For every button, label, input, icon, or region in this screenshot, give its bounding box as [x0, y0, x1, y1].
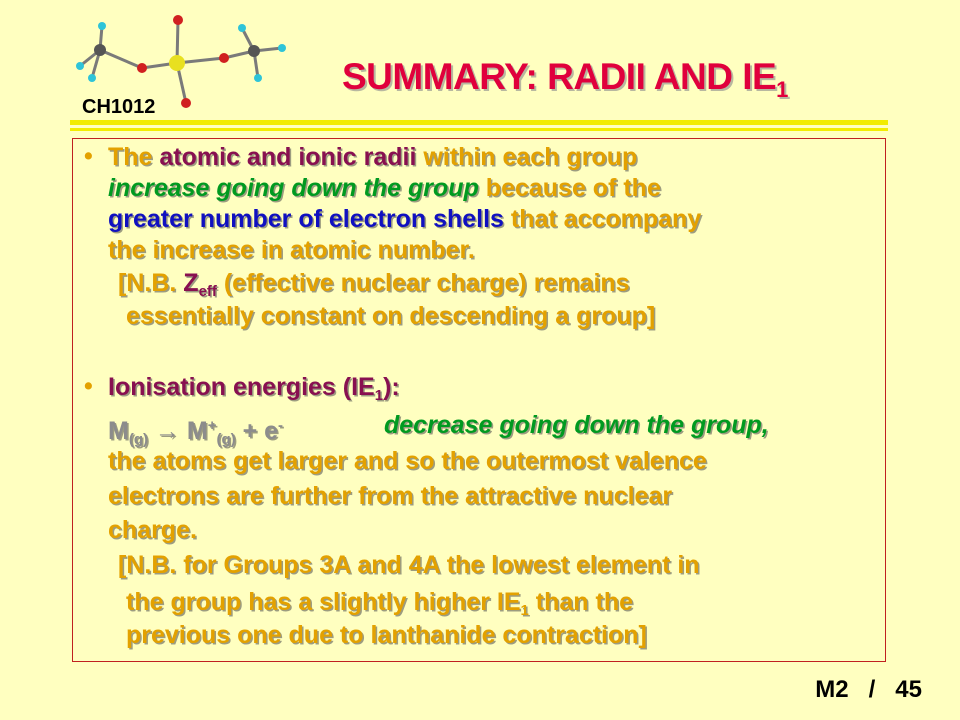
- bullet-2-trend: decrease going down the group,: [384, 411, 769, 439]
- text-segment: → M: [147, 417, 208, 445]
- text-segment-emphasis: greater number of electron shells: [108, 205, 504, 233]
- text-segment: because of the: [478, 174, 661, 202]
- text-segment: The: [108, 143, 160, 171]
- text-segment: M: [108, 417, 129, 445]
- text-segment: Ionisation energies (IE: [108, 373, 375, 401]
- phase-subscript: (g): [128, 431, 148, 448]
- slide-title: [342, 56, 788, 103]
- bullet-2-line-5: charge.: [108, 516, 197, 544]
- phase-subscript: (g): [216, 431, 236, 448]
- text-segment: + e: [235, 417, 279, 445]
- title-text: SUMMARY: RADII AND IE: [342, 56, 777, 97]
- text-segment: than the: [528, 588, 634, 616]
- course-code: CH1012: [82, 96, 156, 118]
- bullet-1-line-4: the increase in atomic number.: [108, 236, 475, 264]
- text-segment: within each group: [416, 143, 638, 171]
- zeff-subscript: eff: [198, 283, 217, 300]
- bullet-2-heading: [108, 372, 400, 411]
- zeff-symbol: Z: [183, 269, 199, 297]
- bullet-1-line-3: [108, 204, 701, 235]
- bullet-2-note-line-3: previous one due to lanthanide contraction]: [126, 621, 647, 649]
- text-segment: (effective nuclear charge) remains: [216, 269, 630, 297]
- bullet-1-line-1: [108, 142, 637, 173]
- ie-subscript: 1: [520, 602, 529, 619]
- charge-superscript: +: [207, 417, 217, 434]
- slide-number: M2 / 45: [815, 676, 922, 703]
- bullet-1-note-line-2: essentially constant on descending a group]: [126, 302, 656, 330]
- text-segment: ):: [383, 373, 400, 401]
- title-rule-top: [70, 120, 888, 125]
- ie-subscript: 1: [374, 387, 384, 404]
- bullet-1-marker: •: [84, 142, 93, 170]
- charge-superscript: -: [278, 417, 284, 434]
- text-segment-emphasis: increase going down the group: [108, 174, 479, 202]
- bullet-2-note-line-1: [N.B. for Groups 3A and 4A the lowest element in: [118, 551, 700, 579]
- text-segment-emphasis: atomic and ionic radii: [159, 143, 417, 171]
- text-segment: [N.B.: [118, 269, 184, 297]
- text-segment: that accompany: [503, 205, 702, 233]
- text-segment: the group has a slightly higher IE: [126, 588, 521, 616]
- title-rule-bottom: [70, 128, 888, 131]
- bullet-2-line-3: the atoms get larger and so the outermost valence: [108, 447, 707, 475]
- bullet-2-marker: •: [84, 372, 93, 400]
- bullet-2-line-4: electrons are further from the attractive nuclear: [108, 482, 673, 510]
- title-subscript: 1: [776, 77, 788, 102]
- bullet-1-line-2: [108, 173, 661, 204]
